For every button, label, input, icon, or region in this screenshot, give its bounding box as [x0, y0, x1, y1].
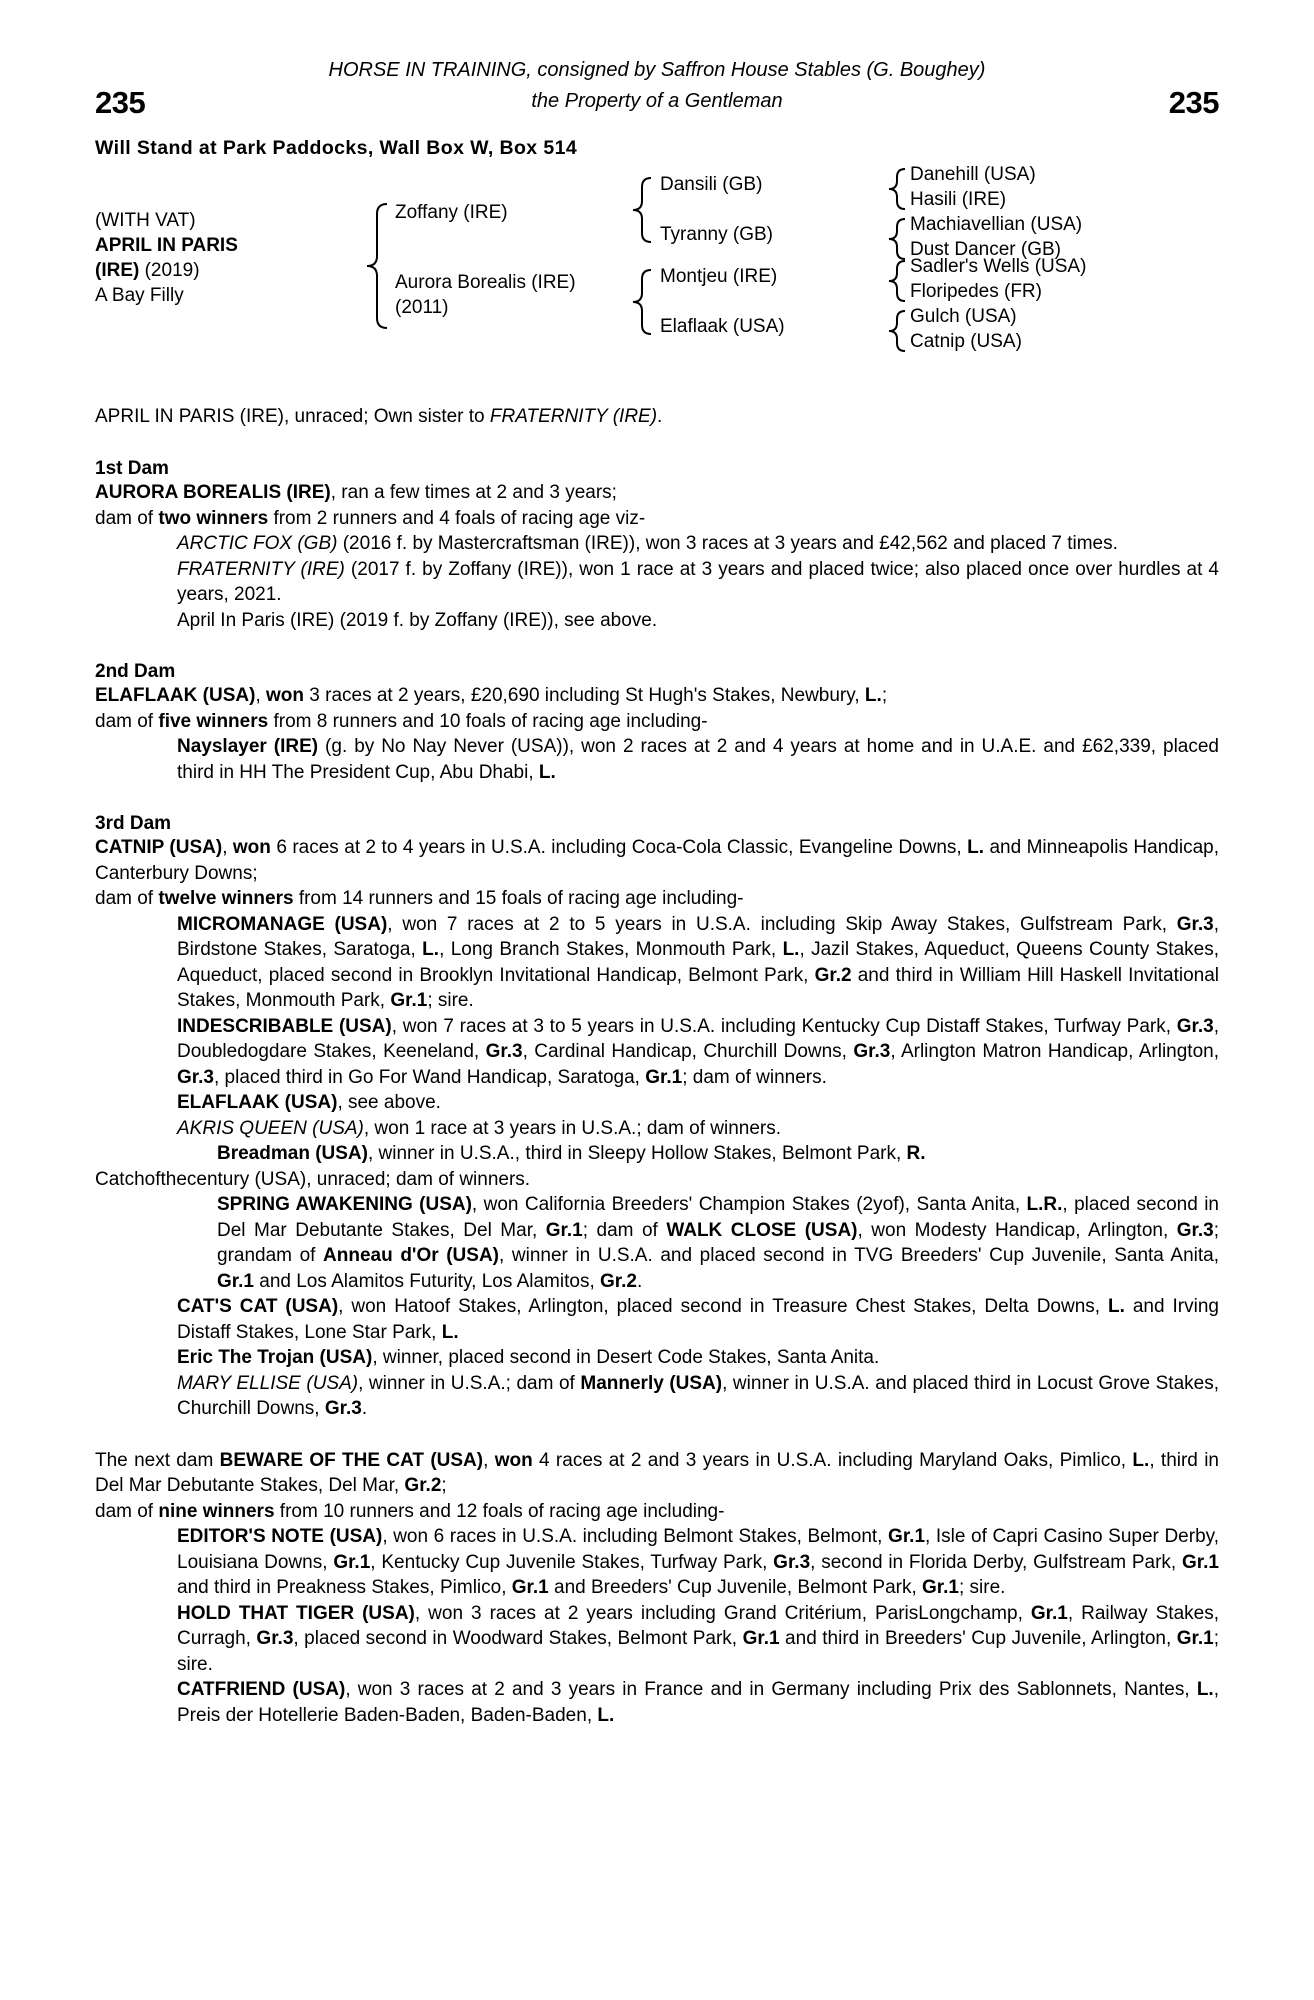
second-dam-line-2: dam of five winners from 8 runners and 10 foals of racing age including- [95, 710, 708, 732]
sire-name: Zoffany (IRE) [395, 202, 508, 223]
consignor-text: HORSE IN TRAINING, consigned by Saffron House Stables (G. Boughey) [328, 59, 986, 81]
third-dam-entry-4: AKRIS QUEEN (USA), won 1 race at 3 years in U.S.A.; dam of winners. [177, 1117, 782, 1139]
second-dam-heading: 2nd Dam [95, 661, 176, 682]
first-dam-line-1: AURORA BOREALIS (IRE), ran a few times at 2 and 3 years; [95, 482, 617, 503]
intro-line [95, 404, 1219, 430]
subject-name: APRIL IN PARIS [95, 235, 238, 256]
first-dam-entry-1: ARCTIC FOX (GB) (2016 f. by Mastercraftsman (IRE)), won 3 races at 3 years and £42,562 and placed 7 times. [177, 533, 1118, 554]
third-dam-entry-6: Catchofthecentury (USA), unraced; dam of winners. [95, 1168, 531, 1190]
dam-name: Aurora Borealis (IRE) [395, 272, 576, 293]
subject-description: A Bay Filly [95, 285, 184, 306]
sires-dam: Tyranny (GB) [660, 224, 773, 245]
great-grandparents-1 [910, 162, 1036, 212]
second-dam-line-1: ELAFLAAK (USA), won 3 races at 2 years, £20,690 including St Hugh's Stakes, Newbury, L.; [95, 685, 888, 706]
second-dam-entry-1: Nayslayer (IRE) (g. by No Nay Never (USA)), won 2 races at 2 and 4 years at home and in U.A.E. and £62,339, placed third in HH The President Cup, Abu Dhabi, L. [177, 736, 1219, 783]
third-dam-line-1: CATNIP (USA), won 6 races at 2 to 4 years in U.S.A. including Coca-Cola Classic, Evangeline Downs, L. and Minneapolis Handicap, Canterbury Downs; [95, 837, 1219, 884]
great-grandparents-3 [910, 254, 1086, 304]
subject-origin-year [95, 258, 325, 283]
third-dam-heading: 3rd Dam [95, 813, 172, 834]
third-dam-entry-9: Eric The Trojan (USA), winner, placed second in Desert Code Stakes, Santa Anita. [177, 1347, 880, 1368]
third-dam-entry-10: MARY ELLISE (USA), winner in U.S.A.; dam of Mannerly (USA), winner in U.S.A. and placed third in Locust Grove Stakes, Churchill Downs, Gr.3. [177, 1372, 1219, 1419]
first-dam-entry-3: April In Paris (IRE) (2019 f. by Zoffany (IRE)), see above. [177, 609, 658, 631]
ggp-1a: Danehill (USA) [910, 164, 1036, 185]
pedigree-table [95, 164, 1219, 364]
page-header [95, 55, 1219, 131]
intro-prefix: APRIL IN PARIS (IRE), unraced; Own sister to [95, 406, 490, 427]
subject-year: (2019) [144, 260, 200, 281]
sires-sire: Dansili (GB) [660, 174, 763, 195]
subject-origin: (IRE) [95, 260, 140, 281]
first-dam-line-2: dam of two winners from 2 runners and 4 foals of racing age viz- [95, 507, 646, 529]
standing-line: Will Stand at Park Paddocks, Wall Box W, Box 514 [95, 137, 578, 159]
property-text: the Property of a Gentleman [531, 90, 783, 112]
dams-dam: Elaflaak (USA) [660, 316, 785, 337]
next-dam-line-2: dam of nine winners from 10 runners and 12 foals of racing age including- [95, 1500, 725, 1522]
consignor-line [95, 55, 1219, 117]
third-dam-line-2: dam of twelve winners from 14 runners and 15 foals of racing age including- [95, 888, 744, 909]
next-dam-entry-2: HOLD THAT TIGER (USA), won 3 races at 2 years including Grand Critérium, ParisLongchamp, Gr.1, Railway Stakes, Curragh, Gr.3, placed second in Woodward Stakes, Belmont Park, Gr.1 and third in Breeders' Cup Juvenile, Arlington, Gr.1; sire. [177, 1602, 1220, 1675]
first-dam-heading: 1st Dam [95, 458, 169, 479]
ggp-3a: Sadler's Wells (USA) [910, 256, 1087, 277]
third-dam-entry-1: MICROMANAGE (USA), won 7 races at 2 to 5 years in U.S.A. including Skip Away Stakes, Gulfstream Park, Gr.3, Birdstone Stakes, Saratoga, L., Long Branch Stakes, Monmouth Park, L., Jazil Stakes, Aqueduct, Queens County Stakes, Aqueduct, placed second in Brooklyn Invitational Handicap, Belmont Park, Gr.2 and third in William Hill Haskell Invitational Stakes, Monmouth Park, Gr.1; sire. [177, 913, 1220, 1011]
great-grandparents-4 [910, 304, 1022, 354]
intro-suffix: . [657, 406, 663, 427]
next-dam-entry-3: CATFRIEND (USA), won 3 races at 2 and 3 years in France and in Germany including Prix des Sablonnets, Nantes, L., Preis der Hotellerie Baden-Baden, Baden-Baden, L. [177, 1679, 1219, 1726]
ggp-1b: Hasili (IRE) [910, 189, 1007, 210]
lot-number-right: 235 [1168, 85, 1219, 120]
ggp-2b: Dust Dancer (GB) [910, 239, 1061, 260]
dams-sire: Montjeu (IRE) [660, 266, 778, 287]
next-dam-entry-1: EDITOR'S NOTE (USA), won 6 races in U.S.A. including Belmont Stakes, Belmont, Gr.1, Isle of Capri Casino Super Derby, Louisiana Downs, Gr.1, Kentucky Cup Juvenile Stakes, Turfway Park, Gr.3, second in Florida Derby, Gulfstream Park, Gr.1 and third in Preakness Stakes, Pimlico, Gr.1 and Breeders' Cup Juvenile, Belmont Park, Gr.1; sire. [177, 1526, 1220, 1598]
ggp-4a: Gulch (USA) [910, 306, 1017, 327]
subject-block [95, 208, 325, 308]
first-dam-entry-2: FRATERNITY (IRE) (2017 f. by Zoffany (IRE)), won 1 race at 3 years and placed twice; also placed once over hurdles at 4 years, 2021. [177, 558, 1219, 605]
intro-italic: FRATERNITY (IRE) [489, 406, 658, 427]
vat-label: (WITH VAT) [95, 210, 196, 231]
third-dam-entry-2: INDESCRIBABLE (USA), won 7 races at 3 to 5 years in U.S.A. including Kentucky Cup Distaff Stakes, Turfway Park, Gr.3, Doubledogdare Stakes, Keeneland, Gr.3, Cardinal Handicap, Churchill Downs, Gr.3, Arlington Matron Handicap, Arlington, Gr.3, placed third in Go For Wand Handicap, Saratoga, Gr.1; dam of winners. [177, 1015, 1219, 1088]
next-dam-line-1: The next dam BEWARE OF THE CAT (USA), won 4 races at 2 and 3 years in U.S.A. including Maryland Oaks, Pimlico, L., third in Del Mar Debutante Stakes, Del Mar, Gr.2; [95, 1449, 1219, 1496]
third-dam-entry-3: ELAFLAAK (USA), see above. [177, 1092, 441, 1113]
third-dam-entry-8: CAT'S CAT (USA), won Hatoof Stakes, Arlington, placed second in Treasure Chest Stakes, Delta Downs, L. and Irving Distaff Stakes, Lone Star Park, L. [177, 1296, 1219, 1343]
ggp-4b: Catnip (USA) [910, 331, 1022, 352]
dam-year: (2011) [395, 297, 449, 318]
dam-block [395, 270, 576, 320]
ggp-2a: Machiavellian (USA) [910, 214, 1083, 235]
ggp-3b: Floripedes (FR) [910, 281, 1042, 302]
third-dam-entry-5: Breadman (USA), winner in U.S.A., third in Sleepy Hollow Stakes, Belmont Park, R. [217, 1143, 926, 1164]
lot-number-left: 235 [95, 85, 146, 120]
third-dam-entry-7: SPRING AWAKENING (USA), won California Breeders' Champion Stakes (2yof), Santa Anita, L.R., placed second in Del Mar Debutante Stakes, Del Mar, Gr.1; dam of WALK CLOSE (USA), won Modesty Handicap, Arlington, Gr.3; grandam of Anneau d'Or (USA), winner in U.S.A. and placed second in TVG Breeders' Cup Juvenile, Santa Anita, Gr.1 and Los Alamitos Futurity, Los Alamitos, Gr.2. [217, 1194, 1220, 1292]
